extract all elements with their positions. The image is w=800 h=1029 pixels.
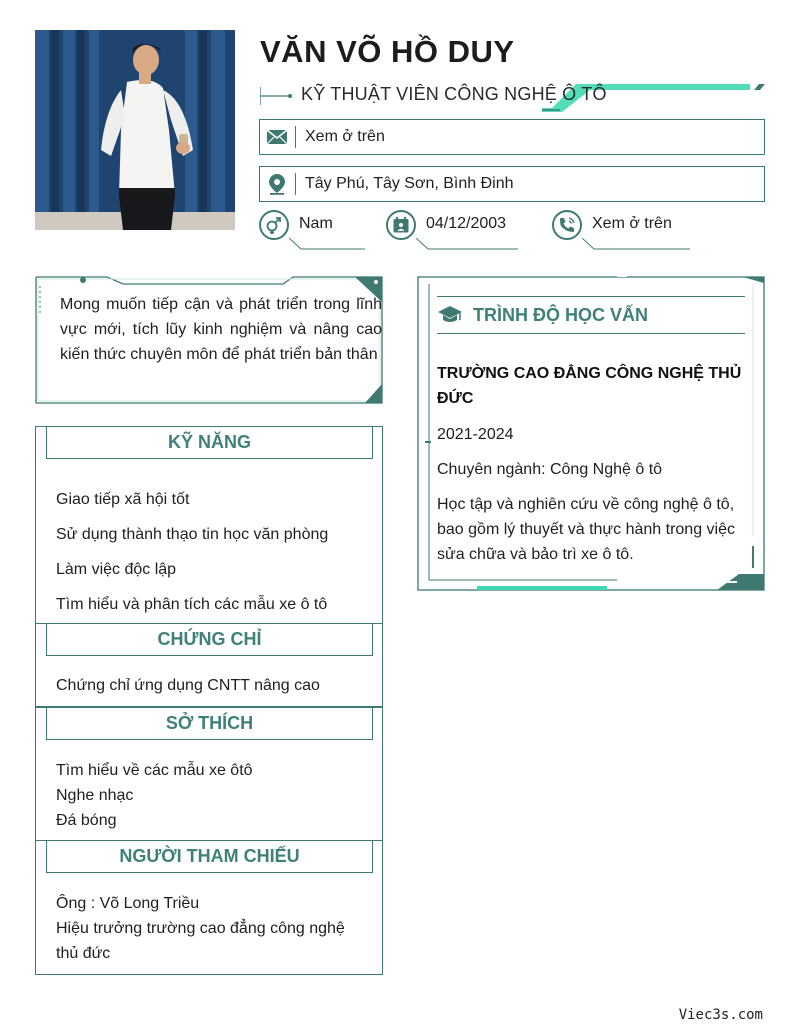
profile-photo (35, 30, 235, 230)
skills-section (35, 426, 383, 624)
hobbies-section (35, 707, 383, 841)
list-item: Chứng chỉ ứng dụng CNTT nâng cao (56, 677, 320, 694)
school-name: TRƯỜNG CAO ĐẲNG CÔNG NGHỆ THỦ ĐỨC (437, 365, 742, 407)
skills-list (56, 482, 328, 622)
mail-icon (265, 125, 289, 149)
references-list (56, 891, 368, 966)
email-value: Xem ở trên (305, 128, 385, 145)
certificates-list (56, 675, 320, 697)
phone-value: Xem ở trên (592, 215, 672, 232)
certificates-heading: CHỨNG CHỈ (46, 623, 373, 656)
list-item: Ông : Võ Long Triều (56, 895, 200, 912)
list-item: Làm việc độc lập (56, 561, 177, 578)
hobbies-list (56, 758, 253, 833)
gender-value: Nam (299, 215, 333, 232)
list-item: Hiệu trưởng trường cao đẳng công nghệ thủ đức (56, 920, 345, 962)
birthday-value: 04/12/2003 (426, 215, 507, 232)
email-box (259, 119, 765, 155)
certificates-section (35, 623, 383, 707)
address-value: Tây Phú, Tây Sơn, Bình Đinh (305, 175, 514, 192)
list-item: Sử dụng thành thạo tin học văn phòng (56, 526, 329, 543)
list-item: Giao tiếp xã hội tốt (56, 491, 190, 508)
hobbies-heading: SỞ THÍCH (46, 707, 373, 740)
gender-icon (259, 210, 289, 240)
references-section (35, 840, 383, 975)
education-description: Học tập và nghiên cứu về công nghệ ô tô, bao gồm lý thuyết và thực hành trong việc sửa chữa và bảo trì xe ô tô. (437, 496, 735, 563)
references-heading: NGƯỜI THAM CHIẾU (46, 840, 373, 873)
skills-heading: KỸ NĂNG (46, 426, 373, 459)
education-heading (437, 296, 745, 334)
watermark: Viec3s.com (678, 1007, 763, 1023)
list-item: Nghe nhạc (56, 787, 134, 804)
list-item: Tìm hiểu về các mẫu xe ôtô (56, 762, 253, 779)
list-item: Tìm hiểu và phân tích các mẫu xe ô tô (56, 596, 328, 613)
study-years: 2021-2024 (437, 426, 514, 443)
graduation-cap-icon (437, 304, 463, 326)
phone-icon (552, 210, 582, 240)
calendar-icon (386, 210, 416, 240)
address-box (259, 166, 765, 202)
education-section (417, 276, 765, 591)
job-title: KỸ THUẬT VIÊN CÔNG NGHỆ Ô TÔ (301, 84, 607, 104)
list-item: Đá bóng (56, 812, 117, 829)
career-objective (35, 276, 383, 404)
major: Chuyên ngành: Công Nghệ ô tô (437, 461, 663, 478)
objective-text: Mong muốn tiếp cận và phát triển trong lĩnh vực mới, tích lũy kinh nghiệm và nâng cao kiến thức chuyên môn để phát triển bản thân (60, 296, 382, 363)
candidate-name: VĂN VÕ HỒ DUY (260, 34, 515, 69)
education-title: TRÌNH ĐỘ HỌC VẤN (473, 305, 648, 325)
location-pin-icon (265, 172, 289, 196)
